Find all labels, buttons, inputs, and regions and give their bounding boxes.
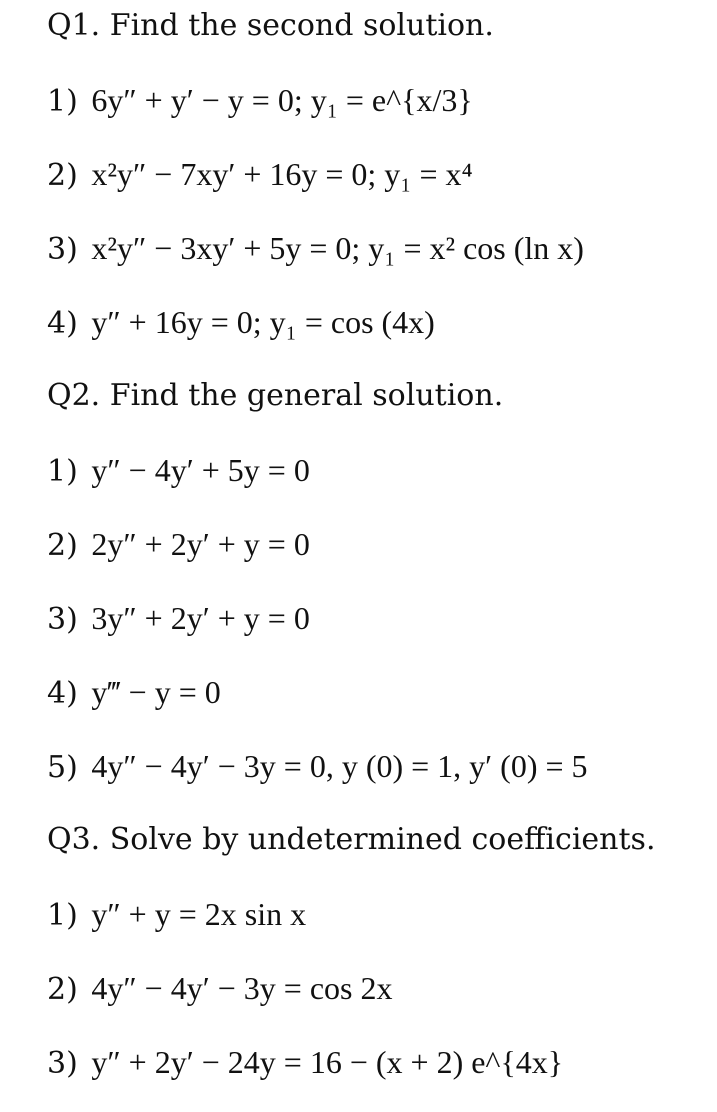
q2-item-2 [47, 526, 310, 564]
q2-item-1 [47, 452, 310, 490]
item-number: 4) [47, 676, 78, 711]
q1-item-3 [47, 230, 584, 268]
equation: x²y″ − 7xy′ + 16y = 0; y₁ = x⁴ [91, 156, 473, 192]
item-number: 2) [47, 972, 78, 1007]
equation: y″ + 2y′ − 24y = 16 − (x + 2) e^{4x} [91, 1044, 564, 1080]
equation: y″ + y = 2x sin x [91, 896, 307, 932]
q2-heading: Q2. Find the general solution. [47, 378, 504, 413]
equation: y″ − 4y′ + 5y = 0 [91, 452, 310, 488]
item-number: 1) [47, 84, 78, 119]
equation: y‴ − y = 0 [91, 674, 221, 710]
q1-item-2 [47, 156, 473, 194]
item-number: 3) [47, 1046, 78, 1081]
item-number: 3) [47, 232, 78, 267]
item-number: 2) [47, 528, 78, 563]
q2-item-5 [47, 748, 588, 786]
item-number: 5) [47, 750, 78, 785]
equation: 6y″ + y′ − y = 0; y₁ = e^{x/3} [91, 82, 473, 118]
q1-heading: Q1. Find the second solution. [47, 8, 494, 43]
q1-item-1 [47, 82, 473, 120]
equation: 4y″ − 4y′ − 3y = cos 2x [91, 970, 393, 1006]
item-number: 4) [47, 306, 78, 341]
equation: y″ + 16y = 0; y₁ = cos (4x) [91, 304, 435, 340]
q3-heading: Q3. Solve by undetermined coefficients. [47, 822, 656, 857]
item-number: 1) [47, 898, 78, 933]
q1-item-4 [47, 304, 435, 342]
item-number: 1) [47, 454, 78, 489]
q3-item-2 [47, 970, 392, 1008]
equation: 4y″ − 4y′ − 3y = 0, y (0) = 1, y′ (0) = 5 [91, 748, 588, 784]
item-number: 2) [47, 158, 78, 193]
equation: 3y″ + 2y′ + y = 0 [91, 600, 310, 636]
q3-item-3 [47, 1044, 563, 1082]
q3-item-1 [47, 896, 306, 934]
q2-item-3 [47, 600, 310, 638]
equation: 2y″ + 2y′ + y = 0 [91, 526, 310, 562]
item-number: 3) [47, 602, 78, 637]
q2-item-4 [47, 674, 221, 712]
equation: x²y″ − 3xy′ + 5y = 0; y₁ = x² cos (ln x) [91, 230, 584, 266]
